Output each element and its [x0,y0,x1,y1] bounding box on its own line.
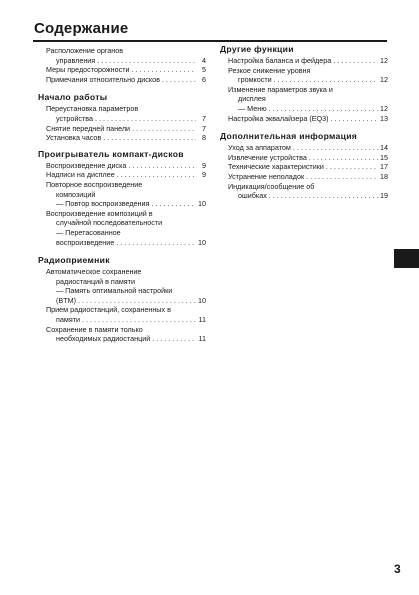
entry-text-line: Резкое снижение уровня [228,65,311,75]
entry-text-line: Уход за аппаратом [228,143,291,153]
entry-leader-line [46,296,206,306]
entry-leader-line [46,65,206,75]
entry-text-line: Повторное воспроизведение [46,179,143,189]
entry-leader-line [228,75,388,85]
entry-page-number: 15 [380,152,388,162]
toc-entry[interactable] [228,114,388,124]
section-heading: Другие функции [220,44,294,54]
section-heading: Радиоприемник [38,255,110,266]
toc-entry[interactable] [228,56,388,66]
entry-page-number: 11 [198,334,206,344]
entry-text-line: Расположение органов [46,46,124,55]
leader-dots [331,114,378,124]
entry-page-number: 19 [380,191,388,201]
entry-page-number: 4 [202,55,206,65]
entry-leader-line [46,199,206,209]
leader-dots [132,65,196,75]
entry-text-line: радиостанций в памяти [56,276,135,286]
entry-text-line: Автоматическое сохранение [46,267,142,277]
entry-text-line: Воспроизведение композиций в [46,208,153,218]
entry-text-line: — Меню [238,103,267,113]
entry-leader-line [46,238,206,248]
toc-section [38,255,206,344]
entry-text-line: Меры предосторожности [46,65,130,75]
entry-page-number: 10 [198,199,206,209]
entry-leader-line [46,124,206,134]
toc-section [38,46,206,84]
leader-dots [309,153,378,163]
entry-text-line: громкости [238,75,272,85]
entry-text-line: Переустановка параметров [46,104,139,114]
entry-text-line: необходимых радиостанций [56,334,151,344]
entry-text-line: Технические характеристики [228,162,324,172]
toc-entry[interactable] [46,209,206,247]
entry-leader-line [228,104,388,114]
toc-section [38,92,206,142]
toc-right-column [220,44,388,201]
leader-dots [269,191,378,201]
entry-leader-line [228,191,388,201]
leader-dots [82,315,196,325]
toc-entry[interactable] [46,325,206,344]
leader-dots [132,124,196,134]
toc-entry[interactable] [46,267,206,305]
entry-page-number: 18 [380,171,388,181]
leader-dots [326,162,378,172]
entry-leader-line [228,172,388,182]
toc-entry[interactable] [228,66,388,85]
toc-left-column [38,44,206,344]
leader-dots [151,199,196,209]
leader-dots [269,104,378,114]
entry-text-line: Снятие передней панели [46,123,131,133]
entry-text-line: воспроизведение [56,237,115,247]
leader-dots [333,56,378,66]
entry-text-line: Настройка баланса и фейдера [228,56,332,65]
page-title: Содержание [34,20,129,37]
entry-page-number: 9 [202,160,206,170]
entry-page-number: 13 [380,113,388,123]
entry-text-line: управления [56,55,96,65]
toc-entry[interactable] [228,182,388,201]
toc-section [220,131,388,201]
section-heading: Начало работы [38,92,108,103]
entry-text-line: композиций [56,189,96,199]
leader-dots [116,238,196,248]
entry-leader-line [228,143,388,153]
entry-text-line: Установка часов [46,133,102,143]
entry-leader-line [228,56,388,66]
entry-text-line: Извлечение устройства [228,152,307,162]
entry-text-line: — Память оптимальной настройки [56,286,173,296]
page-number: 3 [394,562,401,576]
entry-page-number: 14 [380,143,388,153]
leader-dots [97,56,196,66]
entry-text-line: Прием радиостанций, сохраненных в [46,305,171,315]
entry-text-line: Индикация/сообщение об [228,181,315,191]
entry-page-number: 9 [202,170,206,180]
entry-text-line: Сохранение в памяти только [46,324,143,334]
entry-leader-line [228,162,388,172]
entry-page-number: 7 [202,123,206,133]
toc-section [220,44,388,123]
leader-dots [128,161,196,171]
toc-entry[interactable] [46,305,206,324]
toc-entry[interactable] [46,75,206,85]
leader-dots [117,170,196,180]
entry-leader-line [46,75,206,85]
leader-dots [306,172,378,182]
toc-entry[interactable] [228,162,388,172]
toc-entry[interactable] [46,133,206,143]
entry-page-number: 12 [380,103,388,113]
leader-dots [95,114,196,124]
toc-entry[interactable] [46,46,206,65]
entry-leader-line [46,161,206,171]
entry-text-line: Воспроизведение диска [46,160,127,170]
entry-leader-line [46,133,206,143]
section-heading: Дополнительная информация [220,131,358,142]
entry-text-line: (BTM) [56,295,76,305]
leader-dots [78,296,196,306]
entry-page-number: 5 [202,65,206,75]
entry-text-line: — Повтор воспроизведения [56,199,150,209]
entry-text-line: дисплея [238,94,266,104]
leader-dots [162,75,196,85]
entry-text-line: ошибках [238,191,267,201]
entry-text-line: случайной последовательности [56,218,163,228]
entry-text-line: памяти [56,315,81,325]
toc-entry[interactable] [46,170,206,180]
entry-text-line: Надписи на дисплее [46,170,115,180]
leader-dots [103,133,196,143]
entry-page-number: 10 [198,295,206,305]
toc-entry[interactable] [46,65,206,75]
toc-entry[interactable] [46,161,206,171]
toc-entry[interactable] [228,143,388,153]
entry-leader-line [46,114,206,124]
entry-text-line: Устранение неполадок [228,171,305,181]
entry-page-number: 7 [202,113,206,123]
entry-leader-line [228,114,388,124]
section-heading: Проигрыватель компакт-дисков [38,148,184,159]
entry-page-number: 12 [380,75,388,85]
toc-entry[interactable] [46,180,206,209]
entry-leader-line [46,334,206,344]
entry-leader-line [46,56,206,66]
entry-text-line: — Перетасованное [56,227,121,237]
toc-entry[interactable] [46,124,206,134]
leader-dots [293,143,378,153]
entry-leader-line [228,153,388,163]
leader-dots [152,334,196,344]
section-tab-marker [394,249,419,268]
entry-page-number: 12 [380,56,388,65]
toc-entry[interactable] [228,85,388,114]
entry-text-line: Изменение параметров звука и [228,84,333,94]
entry-text-line: Примечания относительно дисков [46,74,160,84]
entry-page-number: 8 [202,133,206,143]
toc-entry[interactable] [228,172,388,182]
entry-page-number: 6 [202,74,206,84]
leader-dots [274,75,378,85]
title-divider [33,40,387,42]
entry-text-line: Настройка эквалайзера (EQ3) [228,113,329,123]
entry-text-line: устройства [56,113,94,123]
entry-leader-line [46,315,206,325]
entry-page-number: 17 [380,162,388,172]
entry-page-number: 11 [198,315,206,325]
toc-entry[interactable] [46,104,206,123]
toc-section [38,149,206,247]
entry-leader-line [46,170,206,180]
toc-entry[interactable] [228,153,388,163]
entry-page-number: 10 [198,237,206,247]
